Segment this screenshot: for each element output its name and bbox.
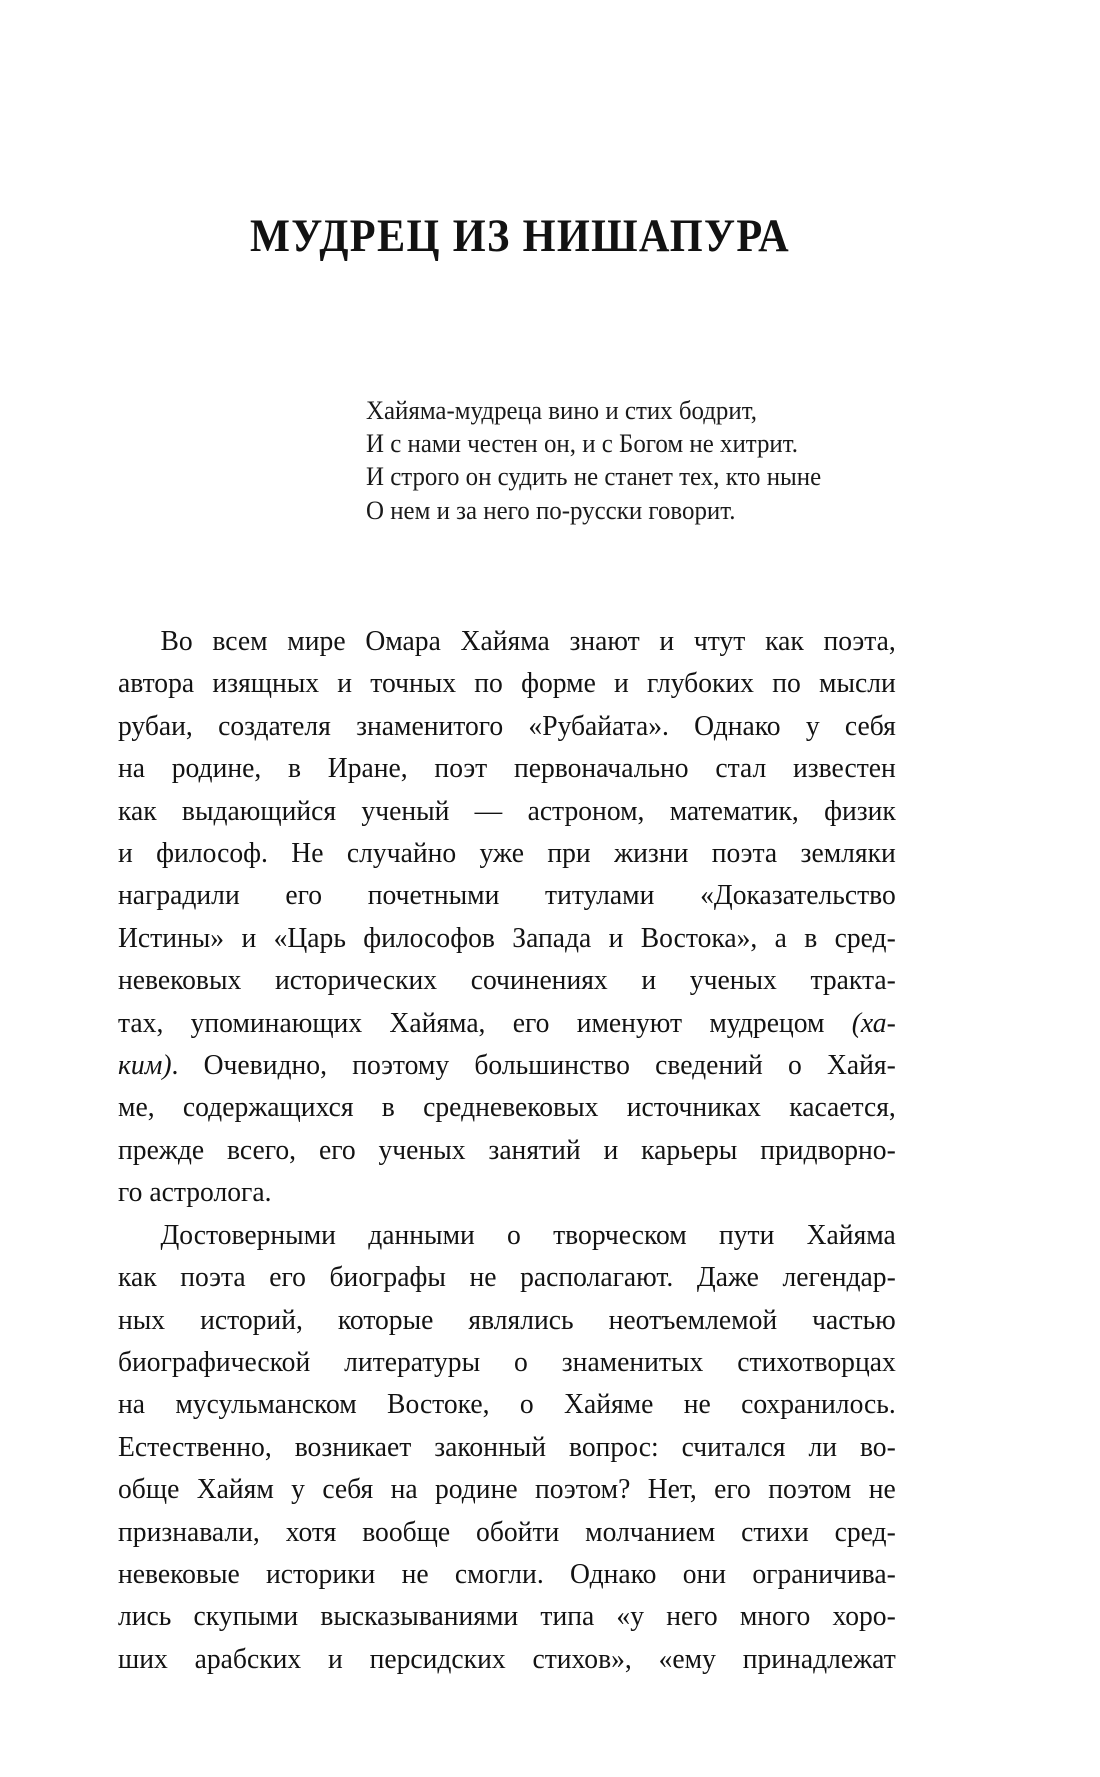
text-line: ким). Очевидно, поэтому большинство сведений о Хайя- — [118, 1050, 896, 1082]
text-line: прежде всего, его ученых занятий и карьеры придворно- — [118, 1134, 896, 1166]
text-line: невековых исторических сочинениях и ученых тракта- — [118, 965, 896, 997]
text-line: на мусульманском Востоке, о Хайяме не сохранилось. — [118, 1389, 896, 1421]
text-line: Естественно, возникает законный вопрос: считался ли во- — [118, 1431, 896, 1463]
chapter-title: МУДРЕЦ ИЗ НИШАПУРА — [249, 210, 791, 263]
text-line: Во всем мире Омара Хайяма знают и чтут как поэта, — [160, 626, 896, 657]
epigraph-line: И строго он судить не станет тех, кто ныне — [366, 461, 822, 492]
paragraph-1 — [118, 621, 896, 1215]
epigraph-line: Хайяма-мудреца вино и стих бодрит, — [366, 395, 757, 425]
epigraph-line: И с нами честен он, и с Богом не хитрит. — [366, 428, 799, 459]
text-line: на родине, в Иране, поэт первоначально стал известен — [118, 753, 896, 785]
italic-term: (ха- — [851, 1007, 896, 1039]
body-text — [118, 621, 924, 1681]
text-line: наградили его почетными титулами «Доказательство — [118, 880, 896, 912]
text-line: рубаи, создателя знаменитого «Рубайата». Однако у себя — [118, 710, 896, 742]
text-line: как поэта его биографы не располагают. Даже легендар- — [118, 1262, 896, 1294]
text-line: го астролога. — [118, 1177, 272, 1209]
text-line: ме, содержащихся в средневековых источниках касается, — [118, 1092, 896, 1124]
text-line: лись скупыми высказываниями типа «у него много хоро- — [118, 1601, 896, 1633]
text-line: автора изящных и точных по форме и глубоких по мысли — [118, 668, 896, 700]
text-line: биографической литературы о знаменитых стихотворцах — [118, 1346, 896, 1378]
epigraph-line: О нем и за него по-русски говорит. — [366, 494, 736, 525]
text-line: как выдающийся ученый — астроном, математик, физик — [118, 795, 896, 827]
text-line: невековые историки не смогли. Однако они ограничива- — [118, 1558, 896, 1590]
text-line: Истины» и «Царь философов Запада и Востока», а в сред- — [118, 922, 896, 954]
text-line: признавали, хотя вообще обойти молчанием стихи сред- — [118, 1516, 896, 1548]
epigraph — [366, 394, 892, 527]
text-line: и философ. Не случайно уже при жизни поэта земляки — [118, 838, 896, 870]
text-line: ных историй, которые являлись неотъемлемой частью — [118, 1304, 896, 1336]
text-line: тах, упоминающих Хайяма, его именуют мудрецом (ха- — [118, 1007, 896, 1039]
paragraph-2 — [118, 1215, 896, 1681]
text-line: ших арабских и персидских стихов», «ему принадлежат — [118, 1643, 896, 1675]
italic-term: ким) — [118, 1050, 172, 1082]
text-line: обще Хайям у себя на родине поэтом? Нет, его поэтом не — [118, 1474, 896, 1506]
text-line: Достоверными данными о творческом пути Хайяма — [160, 1219, 896, 1251]
